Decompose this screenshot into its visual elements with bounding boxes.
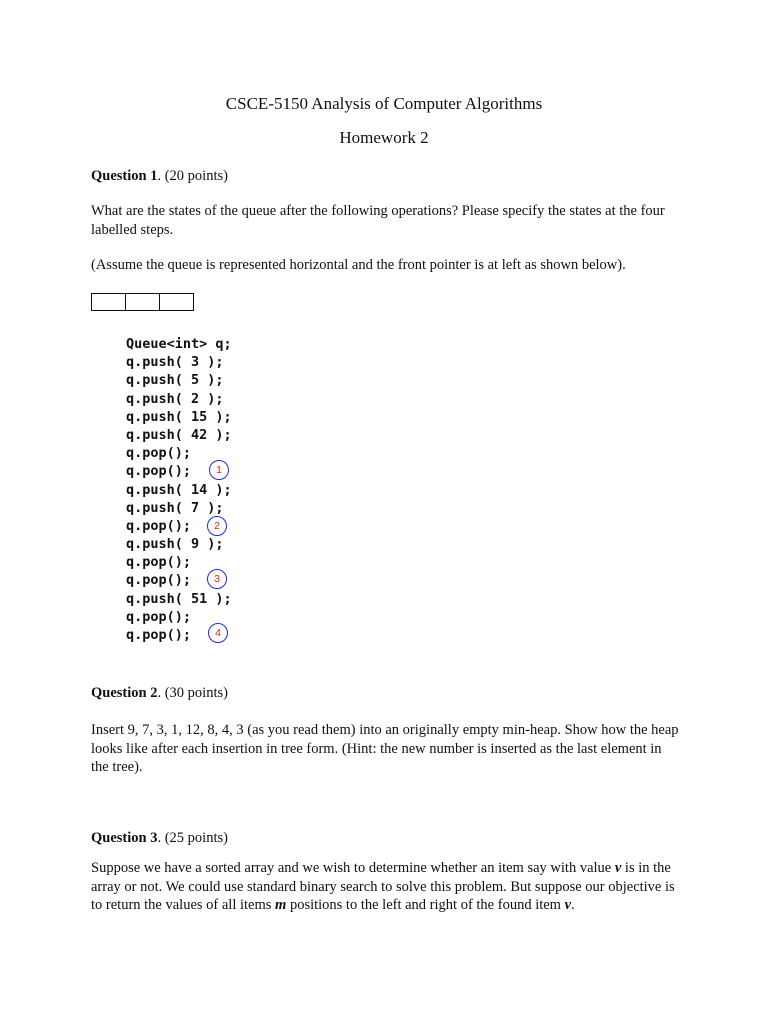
code-line: q.push( 9 );: [126, 536, 224, 553]
queue-diagram: [91, 293, 194, 311]
document-title: CSCE-5150 Analysis of Computer Algorithms: [225, 94, 543, 113]
code-line: q.push( 51 );: [126, 590, 232, 607]
question-1-points: . (20 points): [157, 168, 228, 184]
variable-m: m: [275, 897, 287, 913]
question-1-heading: [91, 167, 228, 185]
question-3-label: Question 3: [91, 830, 158, 846]
code-line: q.push( 14 );: [126, 481, 232, 498]
queue-cell: [160, 294, 193, 310]
step-marker-2: 2: [207, 516, 227, 536]
question-2-label: Question 2: [91, 685, 158, 701]
code-line: q.pop();: [126, 572, 192, 589]
question-1-paragraph-2: (Assume the queue is represented horizontal and the front pointer is at left as shown below).: [91, 257, 626, 273]
question-3-text-part-3: positions to the left and right of the found item: [289, 897, 561, 913]
question-2-paragraph: Insert 9, 7, 3, 1, 12, 8, 4, 3 (as you read them) into an originally empty min-heap. Show how the heap looks like after each insertion in tree form. (Hint: the new number is inserted as the last element in the tree).: [91, 722, 679, 775]
code-line: q.pop();: [126, 463, 192, 480]
code-line: Queue<int> q;: [126, 336, 232, 352]
code-block: [126, 335, 232, 644]
step-marker-1: 1: [209, 460, 229, 480]
question-2-heading: [91, 684, 228, 702]
question-2-points: . (30 points): [157, 685, 228, 701]
question-3-period: .: [571, 897, 575, 913]
code-line: q.push( 5 );: [126, 372, 224, 389]
document-subtitle: Homework 2: [339, 128, 429, 147]
question-3-text-part-1: Suppose we have a sorted array and we wish to determine whether an item say with value: [91, 860, 612, 876]
question-3-heading: [91, 829, 228, 847]
code-line: q.push( 3 );: [126, 354, 224, 371]
code-line: q.pop();: [126, 627, 192, 643]
question-1-label: Question 1: [91, 168, 158, 184]
code-line: q.pop();: [126, 445, 192, 462]
code-line: q.pop();: [126, 554, 192, 571]
code-line: q.push( 7 );: [126, 499, 224, 516]
code-line: q.push( 2 );: [126, 390, 224, 407]
queue-cell: [92, 294, 126, 310]
code-line: q.push( 15 );: [126, 408, 232, 425]
code-line: q.pop();: [126, 608, 192, 625]
step-marker-3: 3: [207, 569, 227, 589]
question-3-text-part-2: is in the array or not. We could use standard binary search to solve this problem. But suppose our objective is to return the values of all items: [91, 860, 675, 913]
variable-v: v: [564, 897, 572, 913]
step-marker-4: 4: [208, 623, 228, 643]
code-line: q.push( 42 );: [126, 426, 232, 443]
question-3-paragraph: [91, 859, 686, 915]
queue-cell: [126, 294, 160, 310]
code-line: q.pop();: [126, 517, 192, 534]
variable-v: v: [614, 860, 622, 876]
question-1-paragraph-1: What are the states of the queue after the following operations? Please specify the states at the four labelled steps.: [91, 203, 665, 238]
question-3-points: . (25 points): [157, 830, 228, 846]
